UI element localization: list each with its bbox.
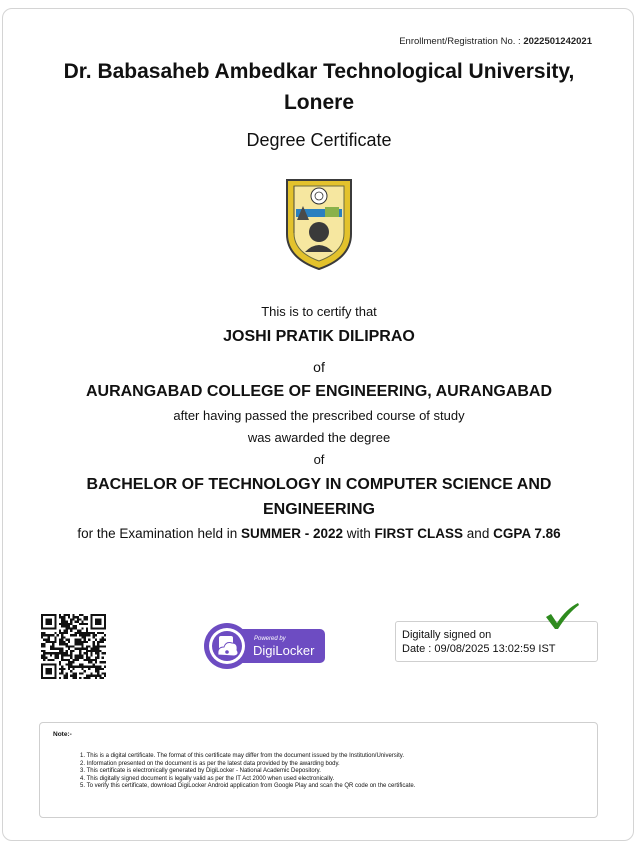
- of-text-2: of: [313, 452, 325, 467]
- digilocker-brand: DigiLocker: [253, 643, 315, 658]
- exam-session: SUMMER - 2022: [240, 526, 344, 541]
- qr-modules: [41, 614, 106, 679]
- enrollment-label: Enrollment/Registration No. :: [399, 36, 524, 47]
- exam-with: with: [343, 526, 375, 541]
- digilocker-powered-by: Powered by: [254, 636, 286, 642]
- note-item: 4. This digitally signed document is legally valid as per the IT Act 2000 when used electronically.: [80, 775, 335, 782]
- note-item: 5. To verify this certificate, download DigiLocker Android application from Google Play and scan the QR code on the certificate.: [80, 783, 416, 790]
- student-name: JOSHI PRATIK DILIPRAO: [223, 328, 415, 345]
- passed-text: after having passed the prescribed course of study: [173, 408, 465, 423]
- university-name-line1: Dr. Babasaheb Ambedkar Technological University,: [63, 60, 575, 83]
- note-item: 1. This is a digital certificate. The format of this certificate may differ from the document issued by the Institution/University.: [80, 753, 405, 759]
- degree-line2: ENGINEERING: [262, 501, 375, 518]
- digilocker-logo-icon: [203, 621, 325, 669]
- signed-on-label: Digitally signed on: [402, 629, 492, 641]
- check-mark-icon: [544, 601, 580, 631]
- awarded-text: was awarded the degree: [247, 430, 391, 445]
- college-name: AURANGABAD COLLEGE OF ENGINEERING, AURANGABAD: [85, 383, 553, 400]
- exam-and: and: [463, 526, 494, 541]
- signed-date: Date : 09/08/2025 13:02:59 IST: [402, 643, 556, 655]
- certify-text: This is to certify that: [261, 304, 377, 319]
- enrollment-value: 2022501242021: [523, 36, 592, 47]
- degree-line1: BACHELOR OF TECHNOLOGY IN COMPUTER SCIENCE AND: [86, 476, 552, 493]
- university-name: [0, 56, 638, 118]
- note-list: [80, 753, 415, 791]
- note-title: Note:-: [53, 731, 72, 738]
- university-name-line2: Lonere: [283, 91, 354, 114]
- certificate-title: Degree Certificate: [246, 130, 392, 150]
- exam-details: [0, 526, 638, 541]
- enrollment-number: [399, 36, 592, 47]
- note-item: 3. This certificate is electronically generated by DigiLocker - National Academic Depository.: [80, 768, 321, 775]
- university-emblem-icon: [281, 176, 357, 272]
- note-item: 2. Information presented on the document is as per the latest data provided by the awarding body.: [80, 760, 340, 767]
- note-box: [39, 722, 598, 818]
- qr-code-icon[interactable]: [41, 614, 106, 679]
- exam-class: FIRST CLASS: [374, 526, 464, 541]
- of-text-1: of: [313, 359, 325, 375]
- exam-cgpa: CGPA 7.86: [493, 526, 561, 541]
- exam-prefix: for the Examination held in: [77, 526, 241, 541]
